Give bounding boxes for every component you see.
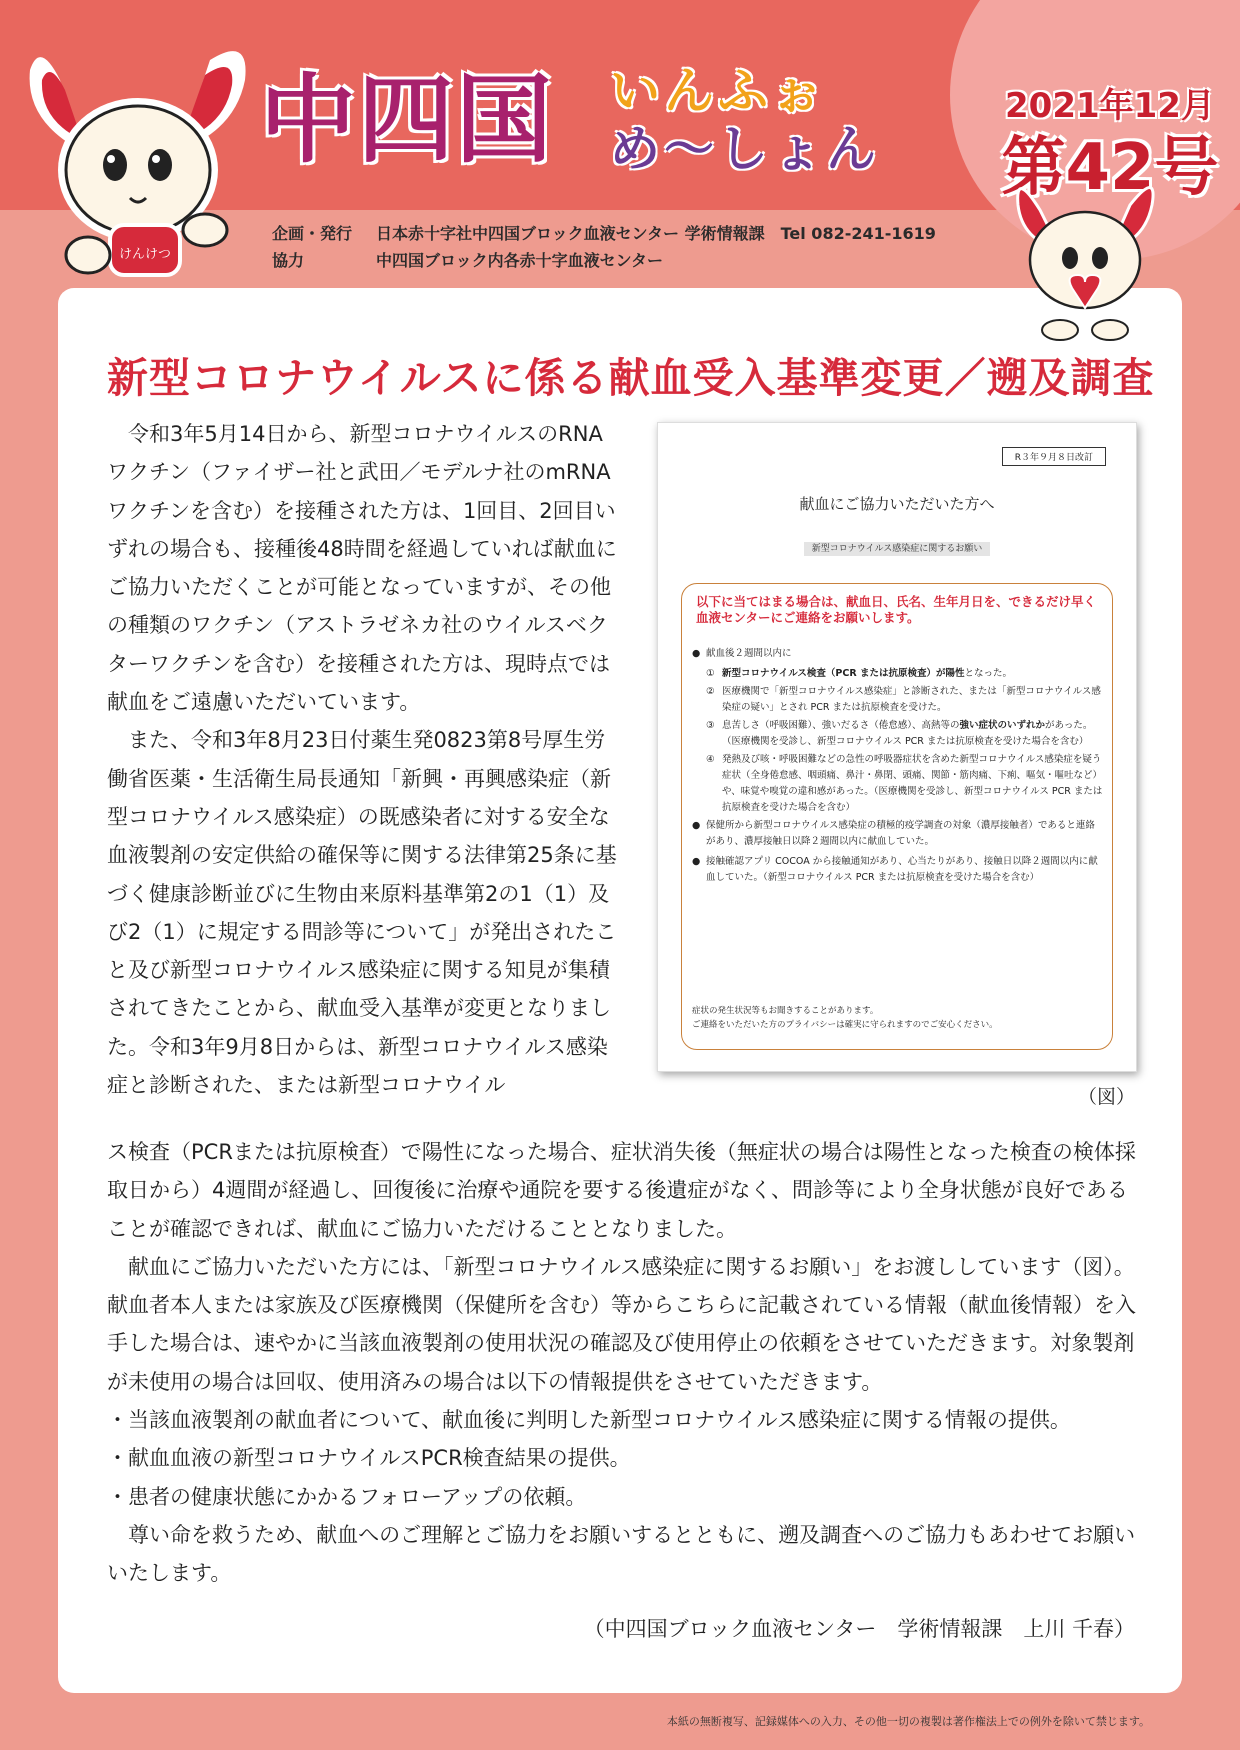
figure-bullet: ● 保健所から新型コロナウイルス感染症の積極的疫学調査の対象（濃厚接触者）であると連絡があり、濃厚接触日以降２週間以内に献血していた。 [692, 820, 1095, 847]
figure-bullet: ● 献血後２週間以内に [692, 648, 792, 659]
issue-number: 第42号 [1001, 131, 1219, 205]
article-title: 新型コロナウイルスに係る献血受入基準変更／遡及調査 [107, 354, 1155, 402]
credit-label: 企画・発行 [272, 224, 353, 243]
figure-subheading: 新型コロナウイルス感染症に関するお願い [658, 536, 1136, 555]
paragraph: 令和3年5月14日から、新型コロナウイルスのRNAワクチン（ファイザー社と武田／モデルナ社のmRNAワクチンを含む）を接種された方は、1回目、2回目いずれの場合も、接種後48時間を経過していれば献血にご協力いただくことが可能となっていますが、その他の種類のワクチン（アストラゼネカ社のウイルスベクターワクチンを含む）を接種された方は、現時点では献血をご遠慮いただいています。 [107, 422, 617, 715]
figure-sub-item: ① 新型コロナウイルス検査（PCR または抗原検査）が陽性となった。 [706, 668, 1013, 679]
bullet-item: ・献血血液の新型コロナウイルスPCR検査結果の提供。 [107, 1446, 631, 1471]
credit-value: 中四国ブロック内各赤十字血液センター [376, 251, 664, 270]
figure-bullet: ● 接触確認アプリ COCOA から接触通知があり、心当たりがあり、接触日以降２週間以内に献血していた。（新型コロナウイルス PCR または抗原検査を受けた場合を含む） [692, 856, 1098, 883]
credit-row-cooperation [272, 247, 936, 274]
closing-paragraph: 尊い命を救うため、献血へのご理解とご協力をお願いするとともに、遡及調査へのご協力もあわせてお願いいたします。 [107, 1522, 1136, 1586]
issue-date: 2021年12月 [1005, 86, 1215, 126]
mascot-left-icon [20, 40, 260, 290]
bullet-item: ・当該血液製剤の献血者について、献血後に判明した新型コロナウイルス感染症に関する情報の提供。 [107, 1408, 1071, 1433]
figure-revised-label: R３年９月８日改訂 [1002, 447, 1106, 466]
subtitle-line-2: め〜しょん [610, 120, 880, 178]
paragraph: また、令和3年8月23日付薬生発0823第8号厚生労働省医薬・生活衛生局長通知「新興・再興感染症（新型コロナウイルス感染症）の既感染者に対する安全な血液製剤の安定供給の確保等に関する法律第25条に基づく健康診断並びに生物由来原料基準第2の1（1）及び2（1）に規定する問診等について」が発出されたこと及び新型コロナウイルス感染症に関する知見が集積されてきたことから、献血受入基準が変更となりました。令和3年9月8日からは、新型コロナウイルス感染症と診断された、または新型コロナウイル [107, 728, 617, 1098]
credit-row-publisher [272, 220, 936, 247]
credits [272, 220, 936, 274]
credit-value: 日本赤十字社中四国ブロック血液センター 学術情報課 Tel 082-241-1619 [376, 224, 936, 243]
figure-sub-item: ③ 息苦しさ（呼吸困難）、強いだるさ（倦怠感）、高熱等の強い症状のいずれかがあった。（医療機関を受診し、新型コロナウイルス PCR または抗原検査を受けた場合を含む） [706, 720, 1093, 747]
figure-notice [657, 422, 1137, 1072]
mascot-shirt-text: けんけつ [118, 247, 172, 262]
credit-label: 協力 [272, 251, 305, 270]
copyright-notice: 本紙の無断複写、記録媒体への入力、その他一切の複製は著作権法上での例外を除いて禁じます。 [666, 1715, 1150, 1728]
figure-note: 症状の発生状況等もお聞きすることがあります。 ご連絡をいただいた方のプライバシーは確実に守られますのでご安心ください。 [692, 1006, 998, 1030]
subtitle-line-1: いんふぉ [610, 62, 826, 120]
figure-alert-box [681, 583, 1113, 1050]
figure-sub-item: ② 医療機関で「新型コロナウイルス感染症」と診断された、または「新型コロナウイルス感染症の疑い」とされ PCR または抗原検査を受けた。 [706, 686, 1101, 713]
figure-alert-text: 以下に当てはまる場合は、献血日、氏名、生年月日を、できるだけ早く血液センターにご連絡をお願いします。 [696, 594, 1097, 625]
figure-caption: （図） [1078, 1086, 1136, 1108]
paragraph: 献血にご協力いただいた方には、「新型コロナウイルス感染症に関するお願い」をお渡ししています（図）。献血者本人または家族及び医療機関（保健所を含む）等からこちらに記載されている情報（献血後情報）を入手した場合は、速やかに当該血液製剤の使用状況の確認及び使用停止の依頼をさせていただきます。対象製剤が未使用の場合は回収、使用済みの場合は以下の情報提供をさせていただきます。 [107, 1254, 1136, 1394]
newsletter-title: 中四国 [260, 64, 554, 176]
article-column-text [107, 415, 622, 1104]
author-signature: （中四国ブロック血液センター 学術情報課 上川 千春） [583, 1617, 1135, 1641]
article-full-text [107, 1133, 1137, 1593]
paragraph: ス検査（PCRまたは抗原検査）で陽性になった場合、症状消失後（無症状の場合は陽性となった検査の検体採取日から）4週間が経過し、回復後に治療や通院を要する後遺症がなく、問診等により全身状態が良好であることが確認できれば、献血にご協力いただけることとなりました。 [107, 1140, 1136, 1241]
mascot-right-icon [1010, 170, 1160, 345]
figure-list [692, 646, 1104, 890]
figure-heading: 献血にご協力いただいた方へ [799, 495, 995, 513]
bullet-item: ・患者の健康状態にかかるフォローアップの依頼。 [107, 1484, 587, 1509]
figure-sub-item: ④ 発熱及び咳・呼吸困難などの急性の呼吸器症状を含めた新型コロナウイルス感染症を疑う症状（全身倦怠感、咽頭痛、鼻汁・鼻閉、頭痛、関節・筋肉痛、下痢、嘔気・嘔吐など）や、味覚や嗅覚の違和感があった。（医療機関を受診し、新型コロナウイルス PCR または抗原検査を受けた場合を含む） [706, 754, 1103, 813]
newsletter-subtitle [610, 62, 950, 178]
